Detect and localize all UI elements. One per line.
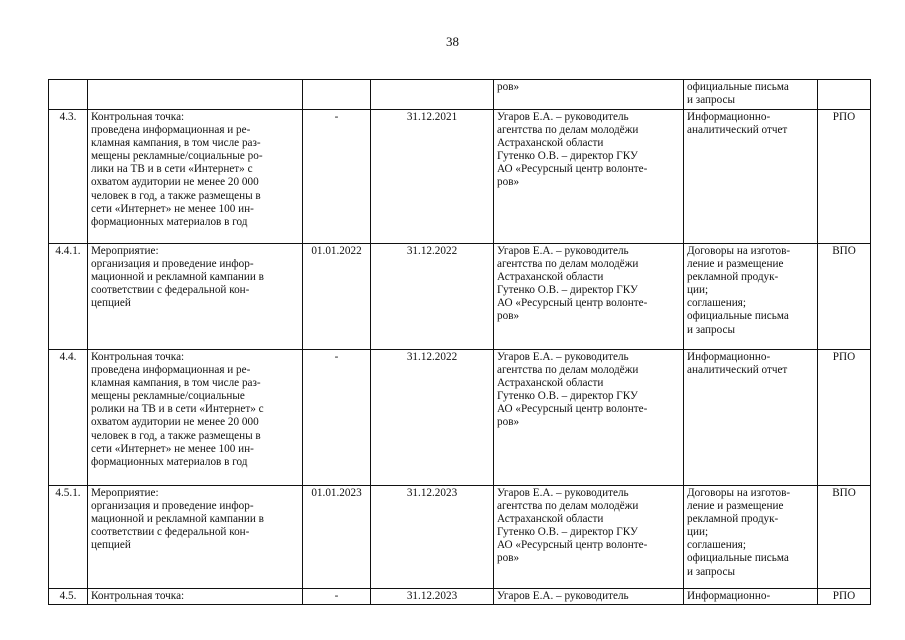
row-number: 4.4.1.: [49, 244, 88, 350]
row-start-date: 01.01.2022: [303, 244, 371, 350]
plan-table: [48, 79, 871, 605]
row-type: ВПО: [818, 486, 871, 589]
table-row: [49, 486, 871, 589]
table-row: [49, 589, 871, 605]
row-description: Мероприятие: организация и проведение инфор- мационной и рекламной кампании в соответствии с федеральной кон- цепцией: [88, 244, 303, 350]
row-responsible: Угаров Е.А. – руководитель агентства по делам молодёжи Астраханской области Гутенко О.В. – директор ГКУ АО «Ресурсный центр волонте- ров»: [494, 110, 684, 244]
row-start-date: -: [303, 350, 371, 486]
row-number: 4.5.1.: [49, 486, 88, 589]
row-description: Контрольная точка: проведена информационная и ре- кламная кампания, в том числе раз- мещены рекламные/социальные ро- лики на ТВ и в сети «Интернет» с охватом аудитории не менее 20 000 человек в год, а также размещены в сети «Интернет» не менее 100 ин- формационных материалов в год: [88, 110, 303, 244]
row-number: 4.3.: [49, 110, 88, 244]
row-document: Договоры на изготов- ление и размещение рекламной продук- ции; соглашения; официальные письма и запросы: [684, 244, 818, 350]
row-start-date: [303, 80, 371, 110]
table-row: [49, 350, 871, 486]
row-description: [88, 80, 303, 110]
page-number: 38: [446, 34, 459, 49]
row-description: Контрольная точка: проведена информационная и ре- кламная кампания, в том числе раз- мещены рекламные/социальные ролики на ТВ и в сети «Интернет» с охватом аудитории не менее 20 000 человек в год, а также размещены в сети «Интернет» не менее 100 ин- формационных материалов в год: [88, 350, 303, 486]
row-start-date: -: [303, 589, 371, 605]
row-responsible: Угаров Е.А. – руководитель агентства по делам молодёжи Астраханской области Гутенко О.В. – директор ГКУ АО «Ресурсный центр волонте- ров»: [494, 350, 684, 486]
row-type: ВПО: [818, 244, 871, 350]
table-row: [49, 80, 871, 110]
row-start-date: 01.01.2023: [303, 486, 371, 589]
row-document: Договоры на изготов- ление и размещение рекламной продук- ции; соглашения; официальные письма и запросы: [684, 486, 818, 589]
row-end-date: [371, 80, 494, 110]
table-row: [49, 244, 871, 350]
row-number: 4.5.: [49, 589, 88, 605]
row-document: официальные письма и запросы: [684, 80, 818, 110]
row-description: Мероприятие: организация и проведение инфор- мационной и рекламной кампании в соответствии с федеральной кон- цепцией: [88, 486, 303, 589]
row-type: [818, 80, 871, 110]
row-end-date: 31.12.2022: [371, 350, 494, 486]
row-start-date: -: [303, 110, 371, 244]
table-row: [49, 110, 871, 244]
row-description: Контрольная точка:: [88, 589, 303, 605]
row-end-date: 31.12.2022: [371, 244, 494, 350]
row-responsible: Угаров Е.А. – руководитель: [494, 589, 684, 605]
row-number: [49, 80, 88, 110]
row-number: 4.4.: [49, 350, 88, 486]
row-end-date: 31.12.2023: [371, 486, 494, 589]
row-document: Информационно- аналитический отчет: [684, 350, 818, 486]
row-responsible: Угаров Е.А. – руководитель агентства по делам молодёжи Астраханской области Гутенко О.В. – директор ГКУ АО «Ресурсный центр волонте- ров»: [494, 244, 684, 350]
row-document: Информационно-: [684, 589, 818, 605]
row-type: РПО: [818, 589, 871, 605]
row-end-date: 31.12.2023: [371, 589, 494, 605]
row-end-date: 31.12.2021: [371, 110, 494, 244]
row-responsible: Угаров Е.А. – руководитель агентства по делам молодёжи Астраханской области Гутенко О.В. – директор ГКУ АО «Ресурсный центр волонте- ров»: [494, 486, 684, 589]
row-type: РПО: [818, 110, 871, 244]
row-type: РПО: [818, 350, 871, 486]
row-responsible: ров»: [494, 80, 684, 110]
row-document: Информационно- аналитический отчет: [684, 110, 818, 244]
